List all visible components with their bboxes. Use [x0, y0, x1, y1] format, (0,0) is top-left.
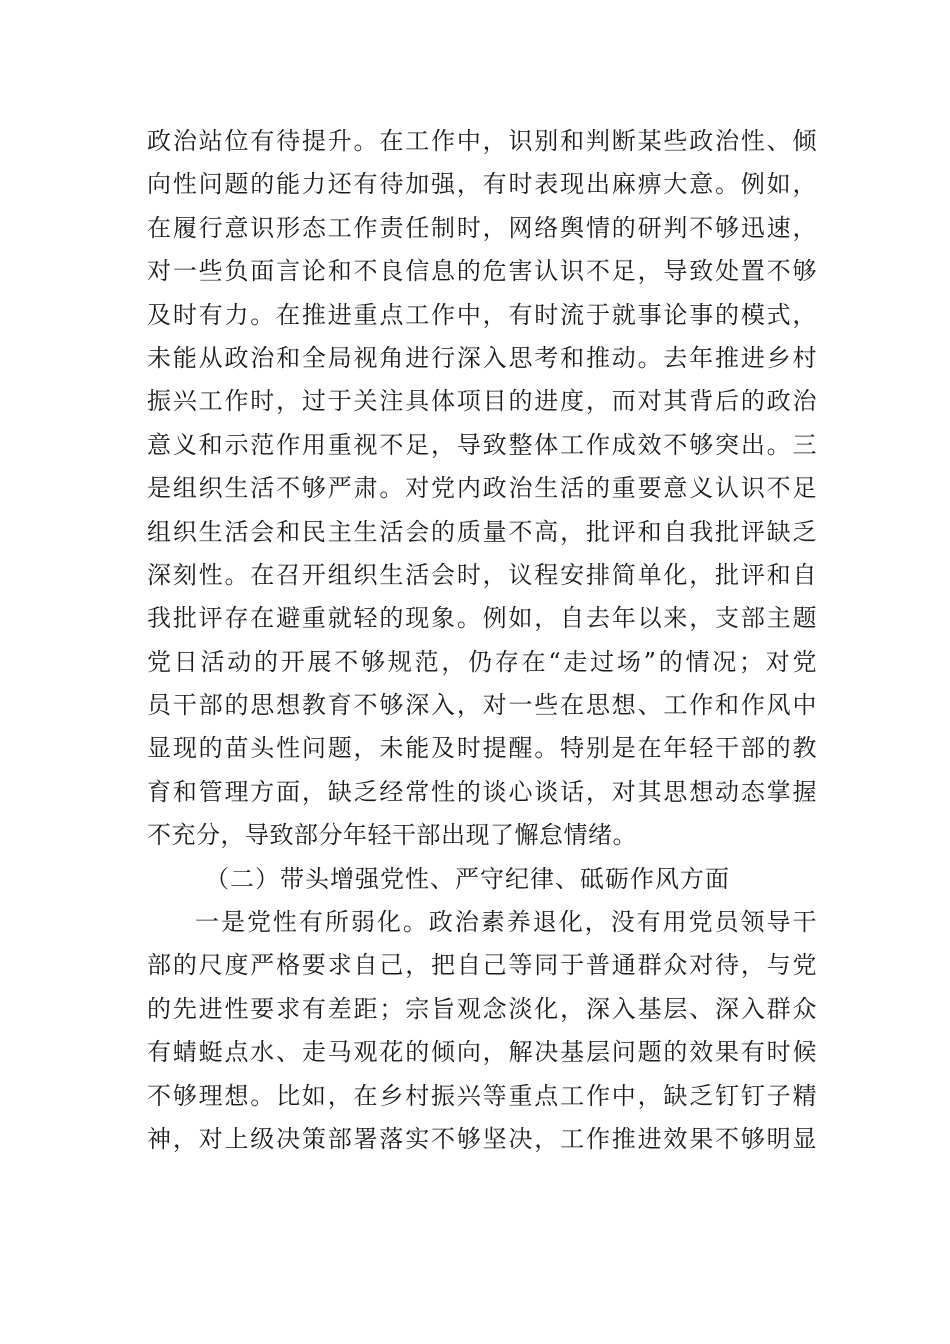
paragraph-line: 政治站位有待提升。在工作中，识别和判断某些政治性、倾 [147, 127, 817, 155]
document-body [147, 120, 817, 1161]
paragraph-line: 未能从政治和全局视角进行深入思考和推动。去年推进乡村 [147, 343, 817, 372]
paragraph-line: 振兴工作时，过于关注具体项目的进度，而对其背后的政治 [147, 387, 817, 416]
paragraph-line: 向性问题的能力还有待加强，有时表现出麻痹大意。例如， [147, 170, 817, 199]
paragraph-line: 深刻性。在召开组织生活会时，议程安排简单化，批评和自 [147, 560, 817, 589]
paragraph-line: 组织生活会和民主生活会的质量不高，批评和自我批评缺乏 [147, 517, 817, 546]
paragraph-line: 对一些负面言论和不良信息的危害认识不足，导致处置不够 [147, 257, 817, 286]
paragraph-line: 有蜻蜓点水、走马观花的倾向，解决基层问题的效果有时候 [147, 1038, 817, 1067]
paragraph-line: 意义和示范作用重视不足，导致整体工作成效不够突出。三 [147, 430, 817, 459]
paragraph-line: 及时有力。在推进重点工作中，有时流于就事论事的模式， [147, 300, 817, 329]
paragraph-line: 在履行意识形态工作责任制时，网络舆情的研判不够迅速， [147, 213, 817, 242]
paragraph-line: 显现的苗头性问题，未能及时提醒。特别是在年轻干部的教 [147, 734, 817, 763]
paragraph-line: 员干部的思想教育不够深入，对一些在思想、工作和作风中 [147, 691, 817, 720]
paragraph-line: 的先进性要求有差距；宗旨观念淡化，深入基层、深入群众 [147, 994, 817, 1023]
section-heading: （二）带头增强党性、严守纪律、砥砺作风方面 [205, 864, 730, 893]
paragraph-line: 不够理想。比如，在乡村振兴等重点工作中，缺乏钉钉子精 [147, 1081, 817, 1110]
paragraph-line: 我批评存在避重就轻的现象。例如，自去年以来，支部主题 [147, 604, 817, 633]
paragraph-line: 育和管理方面，缺乏经常性的谈心谈话，对其思想动态掌握 [147, 777, 817, 806]
paragraph-line: 党日活动的开展不够规范，仍存在“走过场”的情况；对党 [147, 647, 817, 676]
paragraph-line: 部的尺度严格要求自己，把自己等同于普通群众对待，与党 [147, 951, 817, 980]
paragraph-line: 神，对上级决策部署落实不够坚决，工作推进效果不够明显 [147, 1124, 817, 1153]
paragraph-line: 是组织生活不够严肃。对党内政治生活的重要意义认识不足 [147, 474, 817, 503]
paragraph-line: 不充分，导致部分年轻干部出现了懈怠情绪。 [147, 821, 637, 850]
paragraph-line: 一是党性有所弱化。政治素养退化，没有用党员领导干 [195, 908, 817, 937]
